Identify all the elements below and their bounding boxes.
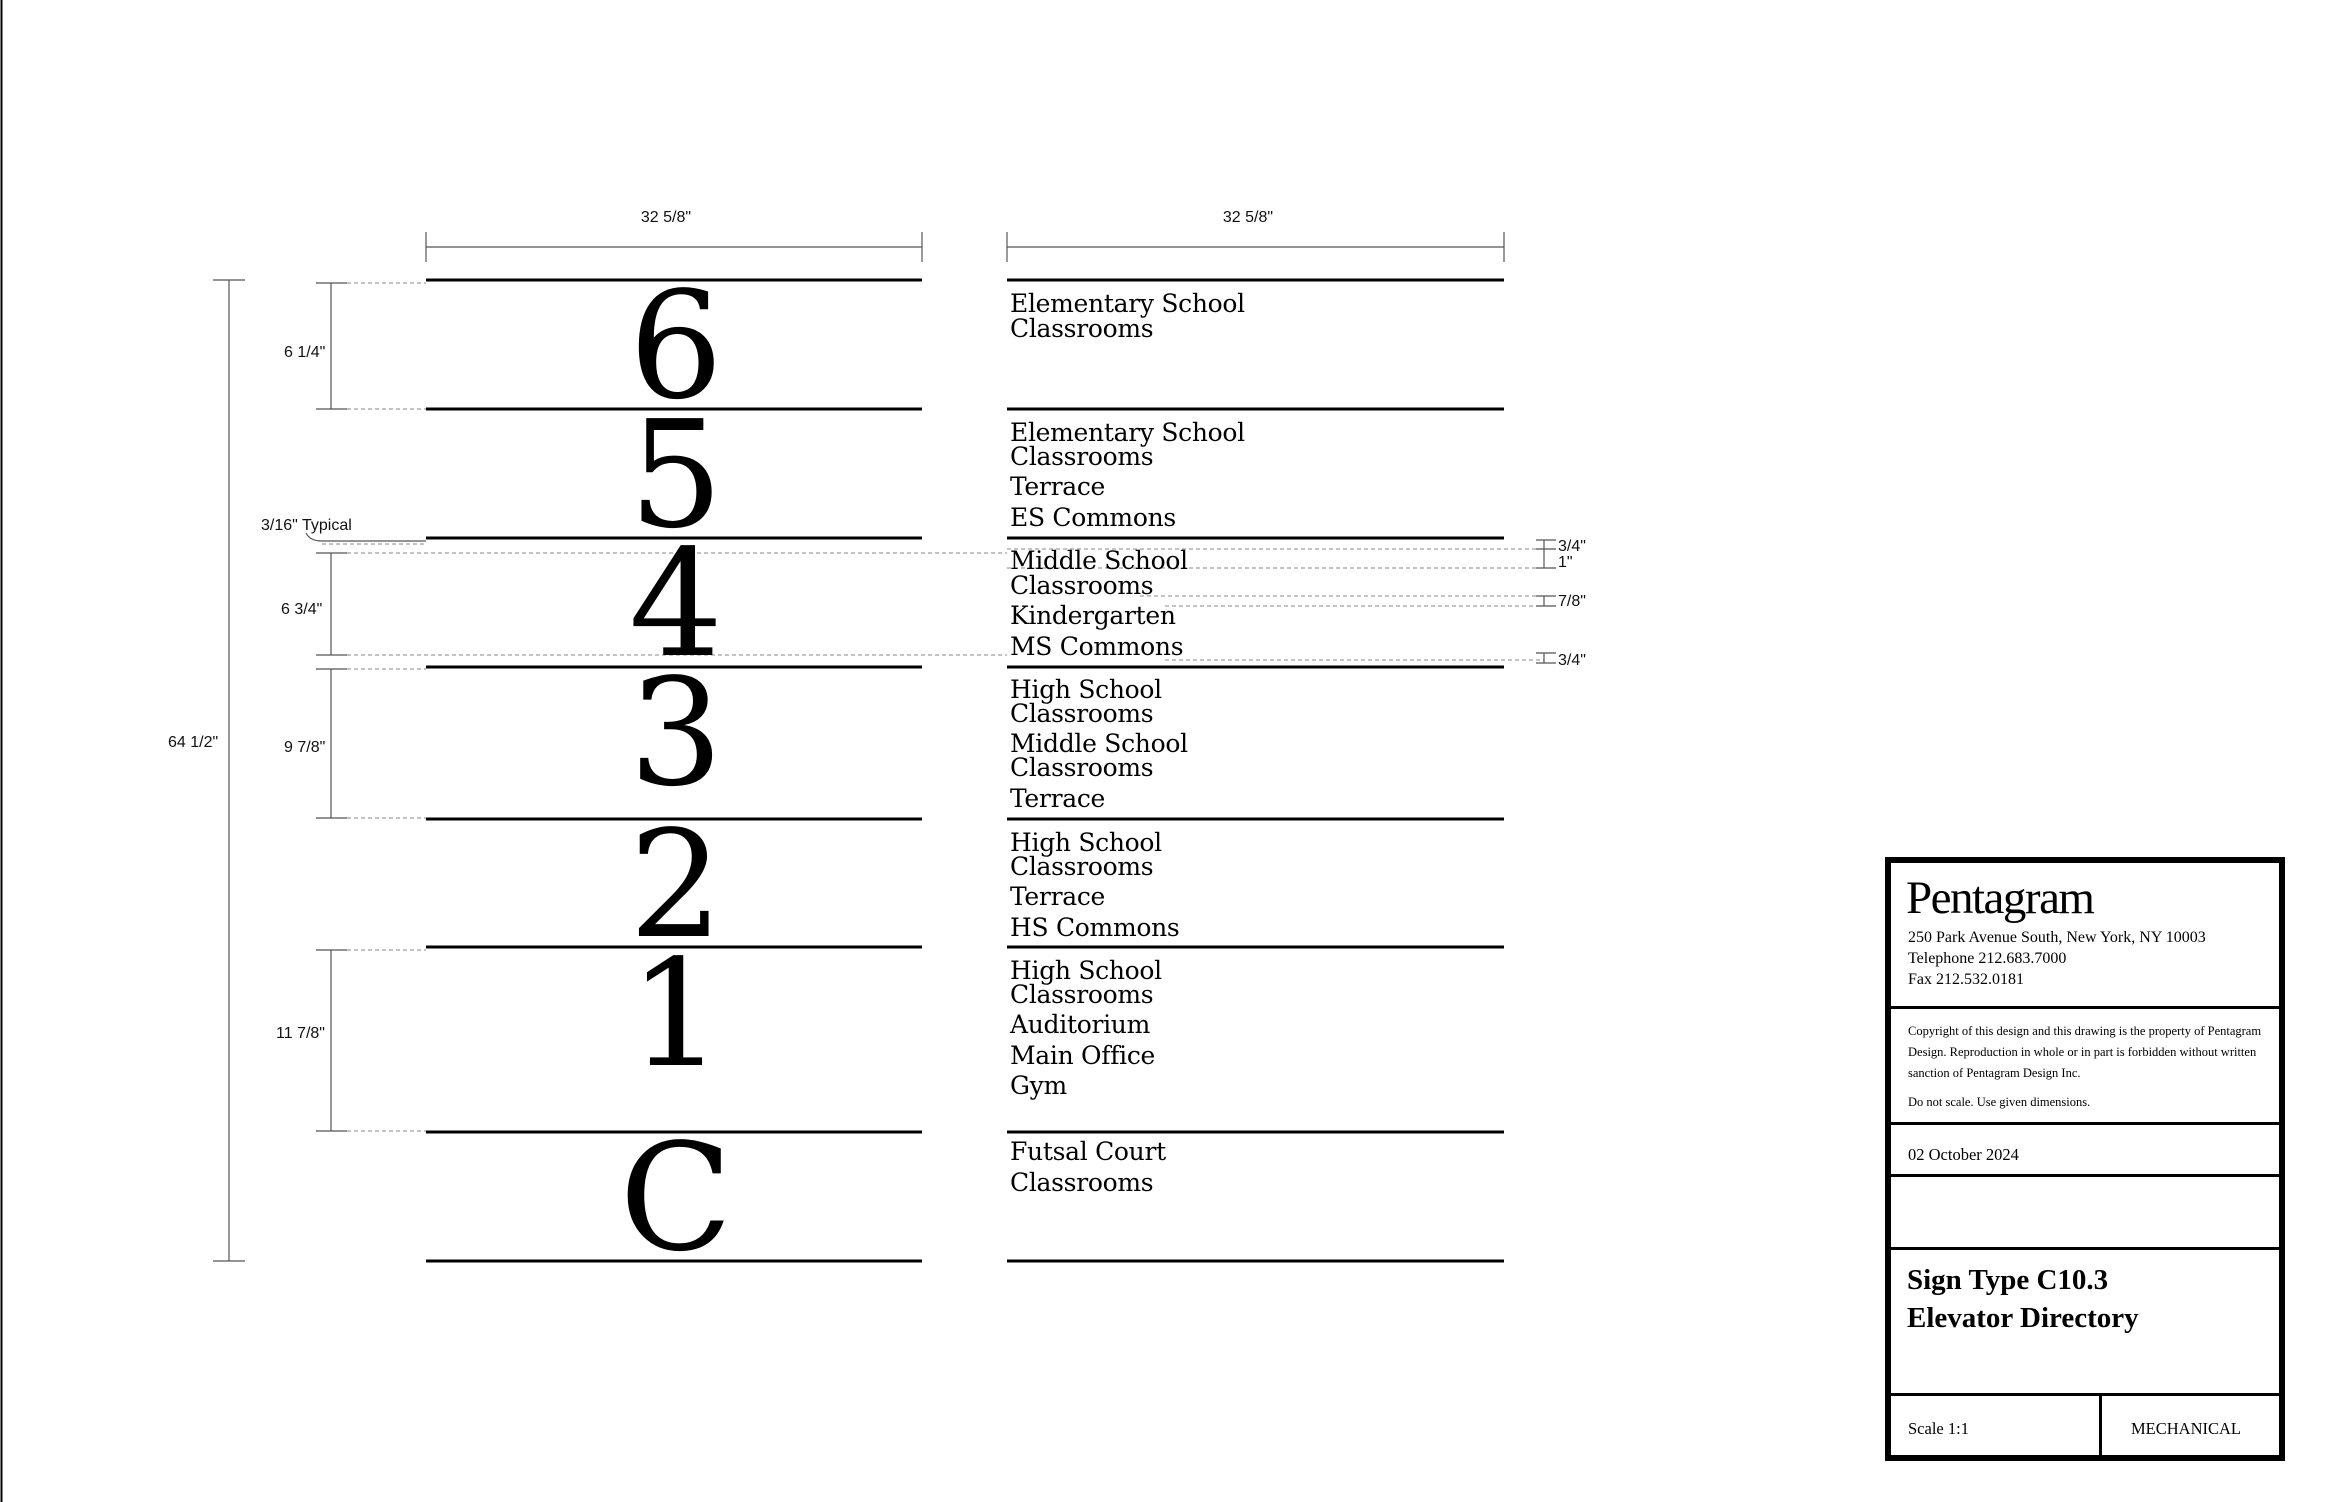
floorc-entry: Classrooms: [1010, 1168, 1154, 1197]
width-dimension-right: [1007, 209, 1504, 262]
spacing-label-bottom: 3/4": [1558, 652, 1586, 669]
floor2-entry: Classrooms: [1010, 852, 1154, 881]
floorc-entry: Futsal Court: [1010, 1137, 1166, 1166]
scale-note: Do not scale. Use given dimensions.: [1908, 1095, 2091, 1109]
floor-numeral-3: 3: [628, 647, 724, 819]
floor1-entry: Classrooms: [1010, 980, 1154, 1009]
overall-height-label: 64 1/2": [168, 734, 219, 751]
copyright-notice: Copyright of this design and this drawing is the property of Pentagram Design. Reproduction in whole or in part is forbidden without written sanction of Pentagram Design Inc.: [1908, 1024, 2262, 1080]
floor-numeral-4: 4: [628, 518, 724, 690]
floor-numeral-5: 5: [628, 389, 724, 561]
floor5-entry: Terrace: [1010, 472, 1106, 501]
spacing-label-top-a: 3/4": [1558, 538, 1586, 555]
title-block: [1885, 857, 2285, 1461]
floor6-entry: Classrooms: [1010, 314, 1154, 343]
overall-height-dimension: [168, 280, 245, 1261]
width-label-right: 32 5/8": [1222, 209, 1274, 226]
floor3-entry: Classrooms: [1010, 753, 1154, 782]
floor1-entry: High School: [1010, 956, 1162, 985]
floor2-entry: High School: [1010, 828, 1162, 857]
floor2-entry: Terrace: [1010, 882, 1106, 911]
floor4-entry: Middle School: [1010, 546, 1188, 575]
floor1-entry: Gym: [1010, 1071, 1067, 1100]
floor3-height-label: 9 7/8": [284, 739, 326, 756]
floor6-entry: Elementary School: [1010, 289, 1245, 318]
floor4-entry: Classrooms: [1010, 571, 1154, 600]
title-block-divider: [2099, 1396, 2102, 1461]
floor5-entry: Classrooms: [1010, 442, 1154, 471]
width-dimension-left: [426, 209, 922, 262]
floor-entries: [1009, 289, 1245, 1197]
floor5-entry: ES Commons: [1010, 503, 1176, 532]
drawing-scale: Scale 1:1: [1908, 1419, 1969, 1438]
floor-numeral-2: 2: [628, 799, 724, 971]
floor2-entry: HS Commons: [1010, 913, 1180, 942]
floor1-entry: Main Office: [1010, 1041, 1156, 1070]
floor-numeral-c: C: [619, 1112, 733, 1284]
floor6-height-label: 6 1/4": [284, 344, 326, 361]
drawing-date: 02 October 2024: [1908, 1145, 2019, 1164]
floor3-entry: High School: [1010, 675, 1162, 704]
floor4-entry: MS Commons: [1010, 632, 1184, 661]
firm-contact: [1908, 927, 2206, 990]
floor-numeral-6: 6: [628, 260, 724, 432]
floor3-height-dimension: [284, 669, 426, 818]
floor1-height-label: 11 7/8": [276, 1025, 325, 1042]
floor6-height-dimension: [284, 283, 426, 409]
floor1-entry: Auditorium: [1010, 1010, 1151, 1039]
title-block-firm-section: [1891, 863, 2279, 1009]
firm-telephone: Telephone 212.683.7000: [1908, 950, 2067, 967]
spacing-label-mid: 7/8": [1558, 593, 1586, 610]
floor4-entry: Kindergarten: [1010, 601, 1176, 630]
sign-type-code: Sign Type C10.3: [1907, 1264, 2109, 1296]
floor3-entry: Terrace: [1010, 784, 1106, 813]
rule-thickness-label: 3/16" Typical: [261, 517, 352, 534]
sign-type-name: Elevator Directory: [1907, 1302, 2139, 1334]
floor3-entry: Classrooms: [1010, 699, 1154, 728]
drawing-phase: MECHANICAL: [2131, 1419, 2241, 1438]
floor-numerals: [619, 260, 732, 1284]
floor5-entry: Elementary School: [1010, 418, 1245, 447]
width-label-left: 32 5/8": [640, 209, 692, 226]
rule-thickness-callout: [261, 517, 426, 544]
spacing-label-top-b: 1": [1558, 554, 1573, 571]
title-block-blank-section: [1891, 1177, 2279, 1250]
floor1-height-dimension: [276, 950, 426, 1131]
sign-type-title: [1907, 1261, 2139, 1337]
firm-fax: Fax 212.532.0181: [1908, 971, 2024, 988]
firm-address: 250 Park Avenue South, New York, NY 10003: [1908, 929, 2206, 946]
floor3-entry: Middle School: [1010, 729, 1188, 758]
pentagram-logo: Pentagram: [1906, 872, 2094, 924]
floor-numeral-1: 1: [628, 928, 724, 1100]
floor4-height-label: 6 3/4": [281, 601, 323, 618]
